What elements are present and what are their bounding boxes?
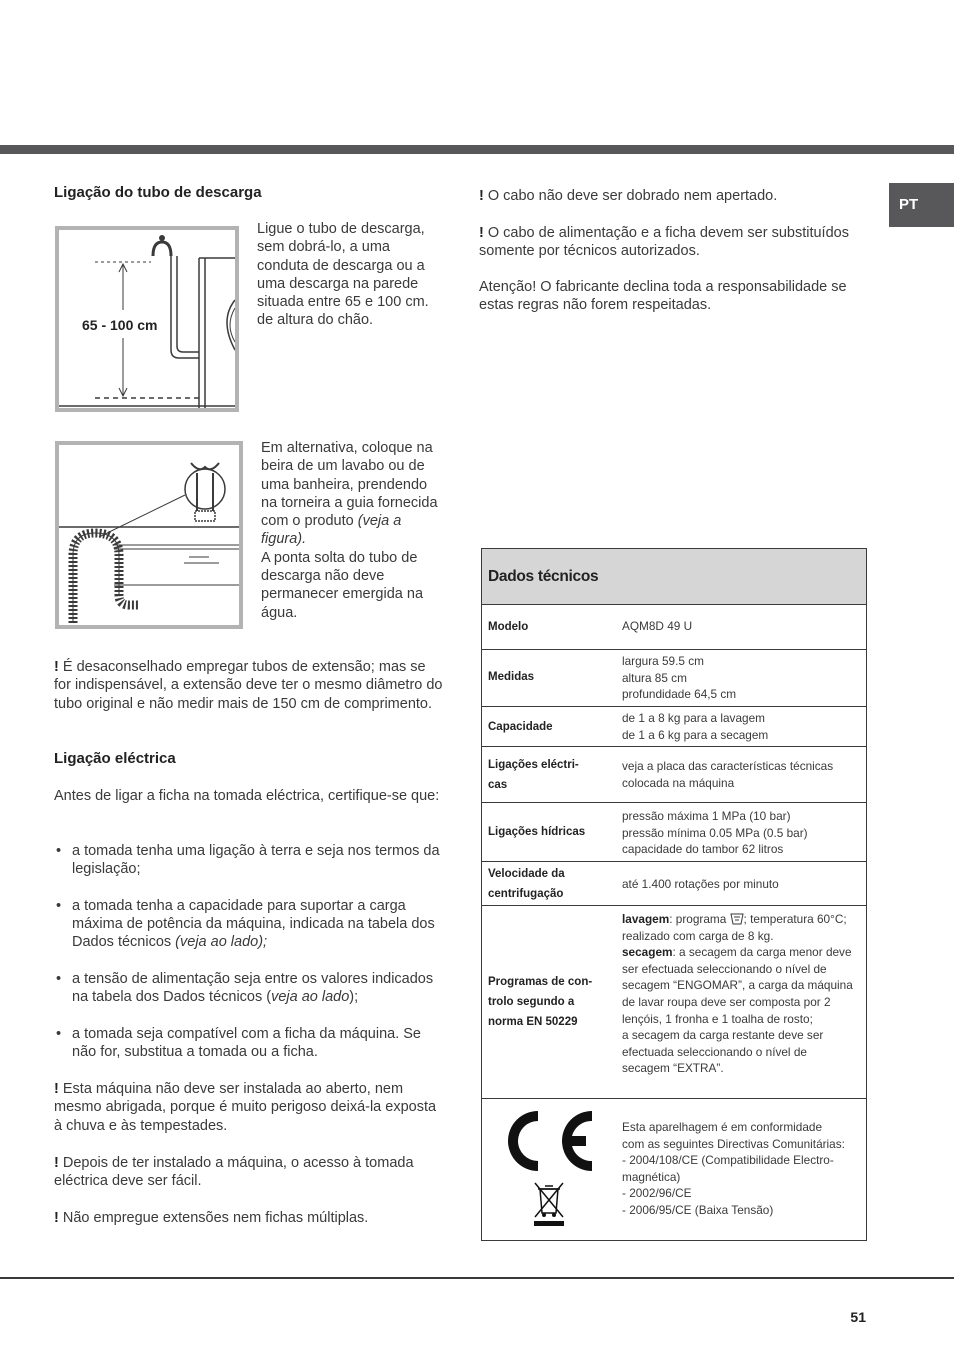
figure-hose-on-sink [55,441,243,629]
electrical-intro: Antes de ligar a ficha na tomada eléctrica, certifique-se que: [54,788,440,804]
drain-instructions-2: Em alternativa, coloque na beira de um lavabo ou de uma banheira, prendendo na torneira a guia fornecida com o produto (veja a figura). A ponta solta do tubo de descarga não deve permanecer emergida na água. [261,440,438,621]
table-row [482,605,866,650]
table-row [482,707,866,747]
row-value: Esta aparelhagem é em conformidade com as seguintes Directivas Comunitárias: - 2004/108/CE (Compatibilidade Electro- magnética) - 2002/96/CE - 2006/95/CE (Baixa Tensão) [622,1120,845,1217]
weee-bin-icon [532,1181,566,1232]
table-row [482,650,866,707]
list-item: • a tomada tenha uma ligação à terra e seja nos termos da legislação; [54,842,444,879]
table-row [482,906,866,1099]
warning-extension-hoses: ! É desaconselhado empregar tubos de extensão; mas se for indispensável, a extensão deve ter o mesmo diâmetro do tubo original e não medir mais de 150 cm de comprimento. [54,659,443,712]
warning-socket-access: ! Depois de ter instalado a máquina, o acesso à tomada eléctrica deve ser fácil. [54,1155,414,1190]
table-title: Dados técnicos [488,568,599,585]
page-number: 51 [850,1309,866,1325]
row-value: pressão máxima 1 MPa (10 bar) pressão mínima 0.05 MPa (0.5 bar) capacidade do tambor 62 litros [622,809,808,857]
warning-cable-bend: ! O cabo não deve ser dobrado nem apertado. [479,188,778,204]
table-row [482,1099,866,1239]
row-label: Velocidade da centrifugação [488,868,565,900]
manufacturer-disclaimer: Atenção! O fabricante declina toda a responsabilidade se estas regras não forem respeitadas. [479,279,847,314]
row-label: Capacidade [488,721,553,733]
warning-cable-replace: ! O cabo de alimentação e a ficha devem ser substituídos somente por técnicos autorizados. [479,225,849,260]
language-tab: PT [889,183,954,227]
heading-electrical: Ligação eléctrica [54,750,176,767]
row-value: lavagem: programa ; temperatura 60°C; realizado com carga de 8 kg. secagem: a secagem da carga menor deve ser efectuada seleccionando o nível de secagem “ENGOMAR”, a carga da máquina de lavar roupa deve ser composta por 2 lençóis, 1 fronha e 1 toalha de rosto; a secagem da carga restante deve ser efectuada seleccionando o nível de secagem “EXTRA”. [622,912,853,1076]
warning-outdoor: ! Esta máquina não deve ser instalada ao aberto, nem mesmo abrigada, porque é muito perigoso deixá-la exposta à chuva e às tempestades. [54,1081,437,1134]
ce-mark-logo [500,1105,600,1182]
list-item: • a tensão de alimentação seja entre os valores indicados na tabela dos Dados técnicos (veja ao lado); [54,970,444,1007]
row-value: de 1 a 8 kg para a lavagem de 1 a 6 kg para a secagem [622,711,769,742]
table-row [482,803,866,862]
warning-no-extensions: ! Não empregue extensões nem fichas múltiplas. [54,1210,369,1226]
row-value: AQM8D 49 U [622,619,693,633]
hose-guide-illustration [59,445,239,625]
drain-height-label: 65 - 100 cm [82,317,158,333]
row-label: Programas de con- trolo segundo a norma EN 50229 [488,976,593,1028]
row-value: veja a placa das características técnicas colocada na máquina [622,759,834,790]
row-label: Medidas [488,671,535,683]
row-label: Ligações hídricas [488,826,586,838]
table-row [482,862,866,906]
row-label: Ligações eléctri- cas [488,759,579,791]
table-header [482,549,866,605]
drain-instructions-1: Ligue o tubo de descarga, sem dobrá-lo, a uma conduta de descarga ou a uma descarga na parede situada entre 65 e 100 cm. de altura do chão. [257,221,429,329]
row-value: largura 59.5 cm altura 85 cm profundidade 64,5 cm [622,654,737,702]
list-item: • a tomada seja compatível com a ficha da máquina. Se não for, substitua a tomada ou a ficha. [54,1025,444,1062]
technical-data-table [481,548,867,1241]
electrical-checklist [54,842,444,1080]
list-item: • a tomada tenha a capacidade para suportar a carga máxima de potência da máquina, indicada na tabela dos Dados técnicos (veja ao lado); [54,897,444,952]
top-rule [0,145,954,154]
program-icon [730,912,744,925]
row-value: até 1.400 rotações por minuto [622,877,779,891]
heading-drain-hose: Ligação do tubo de descarga [54,184,262,201]
table-row [482,747,866,803]
bottom-rule [0,1277,954,1279]
row-label: Modelo [488,621,529,633]
